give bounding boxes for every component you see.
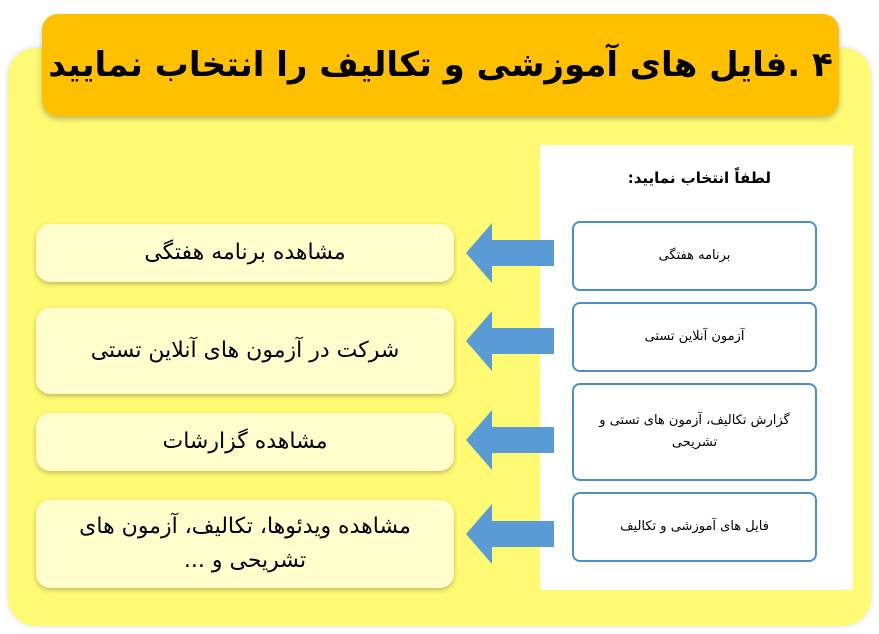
description-reports: مشاهده گزارشات xyxy=(36,413,454,471)
option-online-test[interactable]: آزمون آنلاین تستی xyxy=(572,302,817,372)
description-weekly-schedule: مشاهده برنامه هفتگی xyxy=(36,224,454,282)
arrow-left-icon-1 xyxy=(466,223,554,283)
arrow-left-icon-2 xyxy=(466,311,554,371)
arrow-left-icon-3 xyxy=(466,410,554,470)
option-reports[interactable]: گزارش تکالیف، آزمون های تستی و تشریحی xyxy=(572,383,817,481)
page-title: ۴ .فایل های آموزشی و تکالیف را انتخاب نمایید xyxy=(48,45,833,85)
selection-card xyxy=(540,145,853,590)
arrow-left-icon-4 xyxy=(466,504,554,564)
description-educational-files: مشاهده ویدئوها، تکالیف، آزمون های تشریحی و ... xyxy=(36,500,454,588)
option-weekly-schedule[interactable]: برنامه هفتگی xyxy=(572,221,817,291)
title-banner xyxy=(42,14,839,116)
option-educational-files[interactable]: فایل های آموزشی و تکالیف xyxy=(572,492,817,562)
selection-heading: لطفاً انتخاب نمایید: xyxy=(627,169,771,187)
description-online-test: شرکت در آزمون های آنلاین تستی xyxy=(36,308,454,394)
